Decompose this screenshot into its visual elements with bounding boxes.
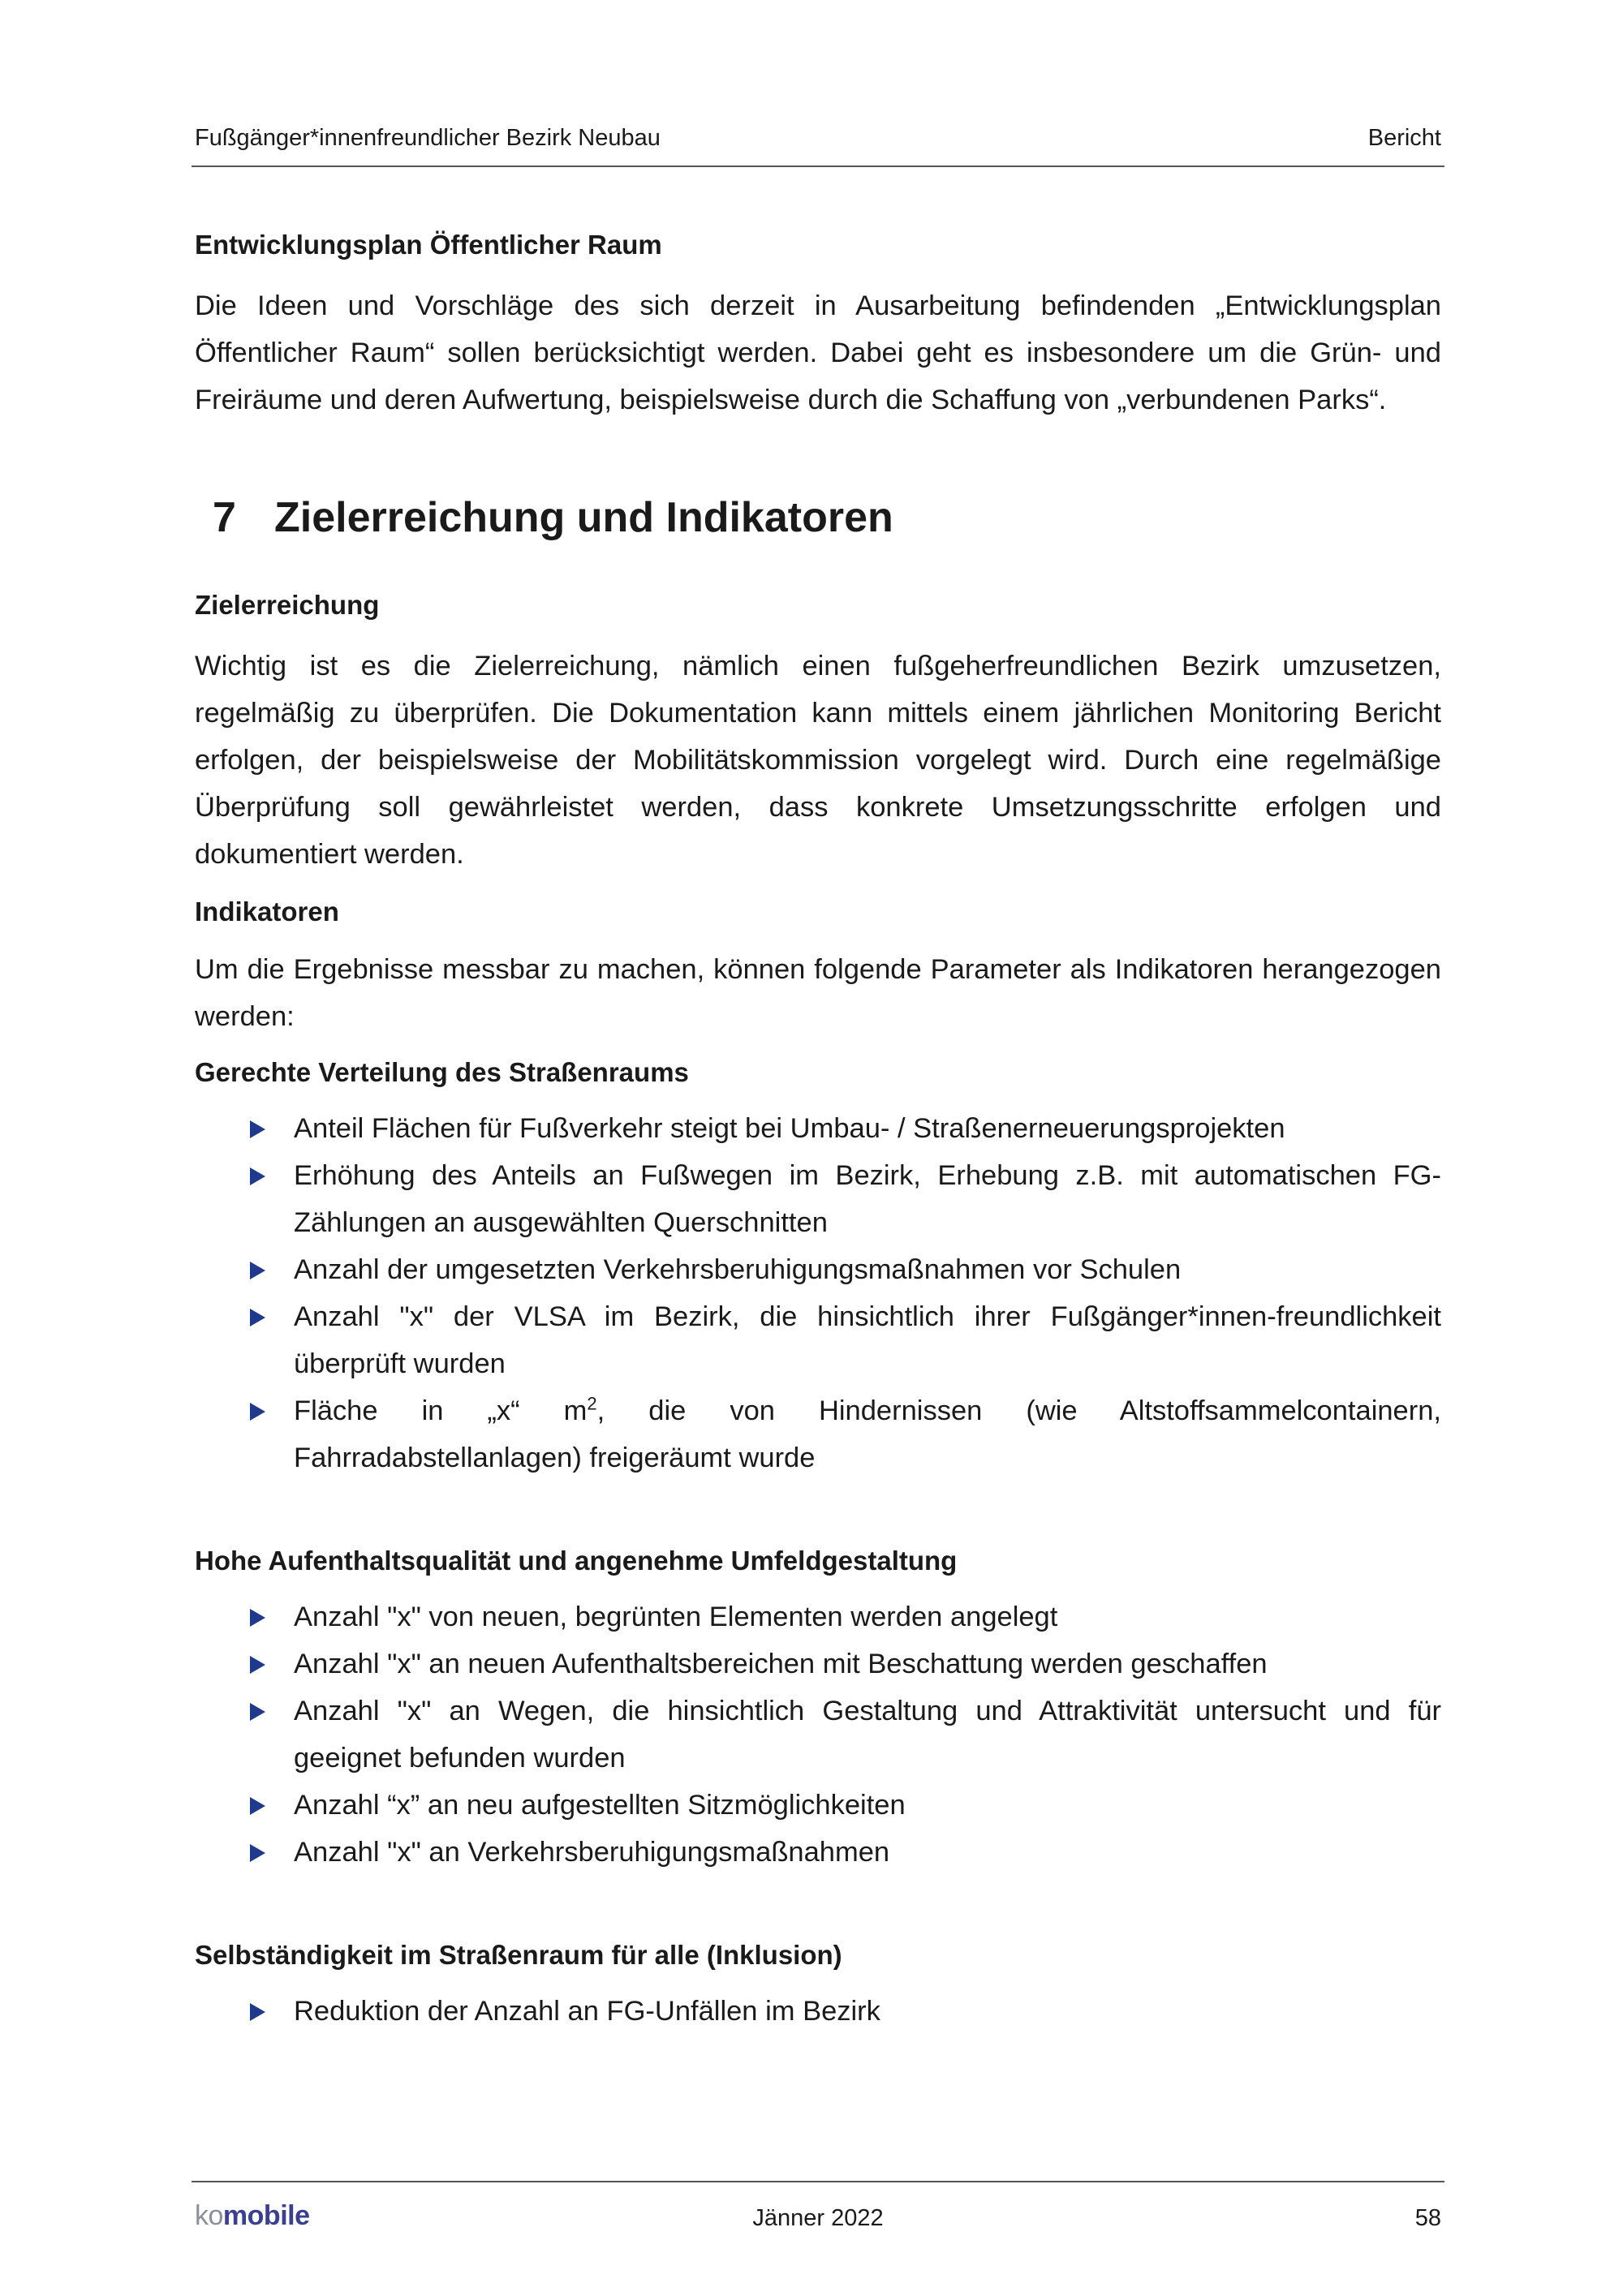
bullet-arrow-icon — [250, 1120, 265, 1138]
page-number: 58 — [1414, 2205, 1441, 2231]
bullet-arrow-icon — [250, 1309, 265, 1326]
list-item: Erhöhung des Anteils an Fußwegen im Bezirk, Erhebung z.B. mit automatischen FG-Zählungen an ausgewählten Querschnitten — [195, 1152, 1441, 1246]
indikatoren-paragraph: Um die Ergebnisse messbar zu machen, können folgende Parameter als Indikatoren herangezogen werden: — [195, 954, 1441, 1032]
list-item: Anzahl "x" von neuen, begrünten Elementen werden angelegt — [195, 1593, 1441, 1640]
verteilung-list — [195, 1105, 1441, 1481]
verteilung-heading: Gerechte Verteilung des Straßenraums — [195, 1057, 689, 1087]
bullet-arrow-icon — [250, 1656, 265, 1674]
list-item: Anzahl der umgesetzten Verkehrsberuhigungsmaßnahmen vor Schulen — [195, 1246, 1441, 1293]
chapter-number: 7 — [213, 494, 236, 541]
bullet-arrow-icon — [250, 1609, 265, 1627]
inklusion-list — [195, 1988, 1441, 2035]
bullet-arrow-icon — [250, 1703, 265, 1721]
zielerreichung-paragraph: Wichtig ist es die Zielerreichung, nämlich einen fußgeherfreundlichen Bezirk umzusetzen, regelmäßig zu überprüfen. Die Dokumentation kann mittels einem jährlichen Monitoring Bericht erfolgen, der beispielsweise der Mobilitätskommission vorgelegt wird. Durch eine regelmäßige Überprüfung soll gewährleistet werden, dass konkrete Umsetzungsschritte erfolgen und dokumentiert werden. — [195, 651, 1441, 870]
aufenthalt-heading: Hohe Aufenthaltsqualität und angenehme Umfeldgestaltung — [195, 1546, 958, 1576]
entwicklungsplan-heading: Entwicklungsplan Öffentlicher Raum — [195, 230, 662, 260]
superscript-2: 2 — [587, 1393, 597, 1414]
list-item: Anteil Flächen für Fußverkehr steigt bei Umbau- / Straßenerneuerungsprojekten — [195, 1105, 1441, 1152]
list-item: Anzahl "x" an Wegen, die hinsichtlich Gestaltung und Attraktivität untersucht und für geeignet befunden wurden — [195, 1688, 1441, 1782]
bullet-arrow-icon — [250, 1167, 265, 1185]
footer-date: Jänner 2022 — [752, 2205, 884, 2231]
page-header — [192, 122, 1444, 167]
list-item: Reduktion der Anzahl an FG-Unfällen im Bezirk — [195, 1988, 1441, 2035]
entwicklungsplan-paragraph: Die Ideen und Vorschläge des sich derzeit in Ausarbeitung befindenden „Entwicklungsplan Öffentlicher Raum“ sollen berücksichtigt werden. Dabei geht es insbesondere um die Grün- und Freiräume und deren Aufwertung, beispielsweise durch die Schaffung von „verbundenen Parks“. — [195, 290, 1441, 415]
list-item: Anzahl "x" der VLSA im Bezirk, die hinsichtlich ihrer Fußgänger*innen-freundlichkeit überprüft wurden — [195, 1293, 1441, 1387]
bullet-arrow-icon — [250, 1262, 265, 1279]
chapter-heading — [195, 492, 1441, 544]
header-document-type: Bericht — [1367, 125, 1441, 151]
bullet-arrow-icon — [250, 2003, 265, 2021]
list-item: Fläche in „x“ $m^2$, die von Hindernissen (wie Altstoffsammelcontainern, Fahrradabstellanlagen) freigeräumt wurde — [195, 1387, 1441, 1481]
bullet-arrow-icon — [250, 1844, 265, 1862]
komobile-logo: komobile — [195, 2200, 310, 2231]
zielerreichung-heading: Zielerreichung — [195, 590, 380, 620]
inklusion-heading: Selbständigkeit im Straßenraum für alle (Inklusion) — [195, 1940, 842, 1970]
list-item: Anzahl "x" an Verkehrsberuhigungsmaßnahmen — [195, 1829, 1441, 1876]
bullet-arrow-icon — [250, 1797, 265, 1815]
list-item: Anzahl “x” an neu aufgestellten Sitzmöglichkeiten — [195, 1782, 1441, 1829]
list-item: Anzahl "x" an neuen Aufenthaltsbereichen mit Beschattung werden geschaffen — [195, 1640, 1441, 1688]
indikatoren-heading: Indikatoren — [195, 896, 339, 927]
page-footer — [192, 2181, 1444, 2239]
page-content — [195, 229, 1441, 2035]
header-document-title: Fußgänger*innenfreundlicher Bezirk Neubau — [195, 125, 661, 151]
aufenthalt-list — [195, 1593, 1441, 1876]
chapter-title: Zielerreichung und Indikatoren — [274, 494, 893, 541]
bullet-arrow-icon — [250, 1403, 265, 1421]
